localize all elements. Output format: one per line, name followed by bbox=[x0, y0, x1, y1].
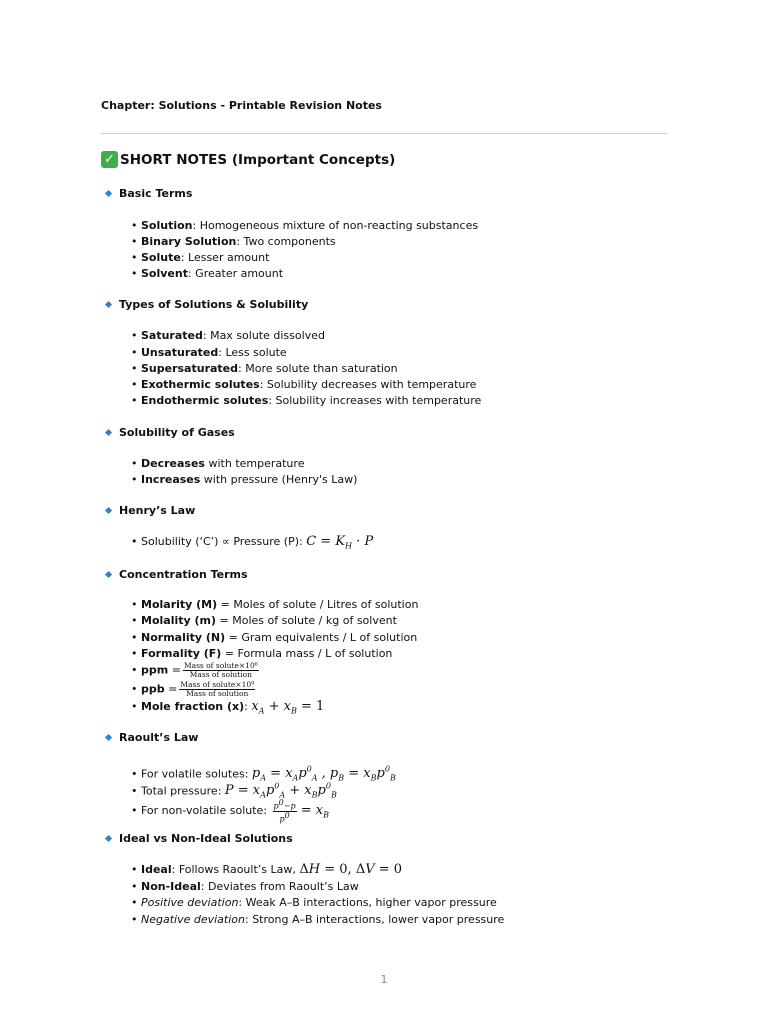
blue-diamond-icon bbox=[105, 507, 112, 514]
blue-diamond-icon bbox=[105, 190, 112, 197]
henry-formula: $C = K_H \cdot P$ bbox=[306, 534, 374, 551]
list-item: • Increases with pressure (Henry's Law) bbox=[131, 473, 358, 486]
section-heading: Ideal vs Non-Ideal Solutions bbox=[119, 832, 293, 845]
list-item: • ppm = $\frac{\text{Mass of solute×10⁶}}{\text{Mass of solution}}$ bbox=[131, 661, 258, 679]
list-item: • Solubility (‘C’) ∝ Pressure (P): $C = K_H \cdot P$ bbox=[131, 534, 374, 551]
list-item: • Solution: Homogeneous mixture of non-reacting substances bbox=[131, 219, 479, 232]
term: Increases bbox=[141, 473, 201, 486]
section-raoult bbox=[106, 731, 198, 744]
raoult-volatile-formula: $p_A = x_Ap^0_A$ , $p_B = x_Bp^0_B$ bbox=[251, 765, 396, 783]
list-item: • Ideal: Follows Raoult’s Law, ΔH = 0, ΔV = 0 bbox=[131, 862, 403, 877]
list-item: • For volatile solutes: $p_A = x_Ap^0_A$ , $p_B = x_Bp^0_B$ bbox=[131, 765, 396, 783]
section-heading: Concentration Terms bbox=[119, 568, 248, 581]
list-item: • Endothermic solutes: Solubility increases with temperature bbox=[131, 394, 482, 407]
main-heading-text: SHORT NOTES (Important Concepts) bbox=[120, 151, 396, 168]
raoult-total-formula: $P = x_Ap^0_A + x_Bp^0_B$ bbox=[224, 782, 337, 800]
section-heading: Solubility of Gases bbox=[119, 426, 235, 439]
list-item: • Total pressure: $P = x_Ap^0_A + x_Bp^0_B$ bbox=[131, 782, 337, 800]
page-number: 1 bbox=[380, 973, 388, 986]
ppm-fraction: $\frac{\text{Mass of solute×10⁶}}{\text{Mass of solution}}$ bbox=[183, 661, 258, 679]
main-heading bbox=[101, 151, 395, 168]
term-desc: : Homogeneous mixture of non-reacting substances bbox=[192, 219, 479, 232]
term-desc: with temperature bbox=[204, 457, 305, 470]
term-desc: : Deviates from Raoult’s Law bbox=[200, 880, 359, 893]
term: Ideal bbox=[141, 863, 172, 876]
section-ideal bbox=[106, 832, 293, 845]
document-title: Chapter: Solutions - Printable Revision Notes bbox=[101, 99, 382, 112]
term: Solvent bbox=[141, 267, 188, 280]
term-desc: : Lesser amount bbox=[180, 251, 270, 264]
list-item: • ppb = $\frac{\text{Mass of solute×10⁹}}{\text{Mass of solution}}$ bbox=[131, 680, 255, 698]
list-item: • Binary Solution: Two components bbox=[131, 235, 336, 248]
list-item: • Negative deviation: Strong A–B interactions, lower vapor pressure bbox=[131, 913, 505, 926]
section-henry bbox=[106, 504, 195, 517]
raoult-nonvolatile-fraction: $\frac{p^0-p}{p^0}$ bbox=[273, 798, 296, 824]
term: Formality (F) bbox=[141, 647, 222, 660]
check-mark-icon: ✓ bbox=[101, 151, 118, 168]
blue-diamond-icon bbox=[105, 571, 112, 578]
term: Positive deviation bbox=[141, 896, 239, 909]
blue-diamond-icon bbox=[105, 301, 112, 308]
term-desc: : Max solute dissolved bbox=[202, 329, 325, 342]
section-heading: Types of Solutions & Solubility bbox=[119, 298, 309, 311]
term: Exothermic solutes bbox=[141, 378, 260, 391]
raoult-nonvolatile-rhs: = $x_B$ bbox=[300, 803, 329, 820]
section-basic-terms bbox=[106, 187, 192, 200]
raoult-text: For non-volatile solute: bbox=[141, 804, 271, 818]
blue-diamond-icon bbox=[105, 429, 112, 436]
term: Negative deviation bbox=[141, 913, 245, 926]
list-item: • Mole fraction (x): $x_A + x_B = 1$ bbox=[131, 699, 325, 716]
term: Molality (m) bbox=[141, 614, 217, 627]
section-heading: Henry’s Law bbox=[119, 504, 196, 517]
list-item: • Unsaturated: Less solute bbox=[131, 346, 287, 359]
section-heading: Raoult’s Law bbox=[119, 731, 199, 744]
term-desc: : Strong A–B interactions, lower vapor pressure bbox=[245, 913, 505, 926]
section-types bbox=[106, 298, 308, 311]
term-desc: : Two components bbox=[236, 235, 336, 248]
term-desc: = Gram equivalents / L of solution bbox=[225, 631, 418, 644]
henry-text: Solubility (‘C’) ∝ Pressure (P): bbox=[141, 535, 307, 548]
term: Solute bbox=[141, 251, 181, 264]
list-item: • Exothermic solutes: Solubility decreases with temperature bbox=[131, 378, 477, 391]
list-item: • Decreases with temperature bbox=[131, 457, 305, 470]
term: Unsaturated bbox=[141, 346, 219, 359]
raoult-text: Total pressure: bbox=[141, 784, 225, 798]
mole-fraction-formula: $x_A + x_B = 1$ bbox=[251, 699, 325, 716]
list-item: • Supersaturated: More solute than saturation bbox=[131, 362, 398, 375]
term: Solution bbox=[141, 219, 193, 232]
term-desc: : More solute than saturation bbox=[238, 362, 398, 375]
term-desc: = Formula mass / L of solution bbox=[221, 647, 393, 660]
term: ppm bbox=[141, 663, 169, 677]
horizontal-rule bbox=[101, 133, 667, 134]
term-desc: with pressure (Henry's Law) bbox=[200, 473, 358, 486]
list-item: • Molarity (M) = Moles of solute / Litres of solution bbox=[131, 598, 419, 611]
term: Endothermic solutes bbox=[141, 394, 269, 407]
term-desc: = Moles of solute / Litres of solution bbox=[217, 598, 419, 611]
term-desc: : Follows Raoult’s Law, bbox=[171, 863, 300, 876]
section-heading: Basic Terms bbox=[119, 187, 193, 200]
term-desc: : Weak A–B interactions, higher vapor pressure bbox=[238, 896, 497, 909]
ppb-fraction: $\frac{\text{Mass of solute×10⁹}}{\text{Mass of solution}}$ bbox=[180, 680, 255, 698]
list-item: • Normality (N) = Gram equivalents / L of solution bbox=[131, 631, 418, 644]
term-desc: = Moles of solute / kg of solvent bbox=[216, 614, 397, 627]
list-item: • For non-volatile solute: $\frac{p^0-p}{p^0}$ = $x_B$ bbox=[131, 798, 329, 824]
term: Molarity (M) bbox=[141, 598, 218, 611]
section-gases bbox=[106, 426, 235, 439]
ideal-formula: ΔH = 0, ΔV = 0 bbox=[299, 862, 403, 877]
section-concentration bbox=[106, 568, 248, 581]
list-item: • Solute: Lesser amount bbox=[131, 251, 270, 264]
term: ppb bbox=[141, 682, 165, 696]
list-item: • Non-Ideal: Deviates from Raoult’s Law bbox=[131, 880, 359, 893]
term-desc: : Greater amount bbox=[187, 267, 284, 280]
raoult-text: For volatile solutes: bbox=[141, 767, 252, 781]
term: Non-Ideal bbox=[141, 880, 201, 893]
list-item: • Formality (F) = Formula mass / L of solution bbox=[131, 647, 393, 660]
term-desc: : Solubility decreases with temperature bbox=[259, 378, 477, 391]
list-item: • Molality (m) = Moles of solute / kg of solvent bbox=[131, 614, 397, 627]
term-desc: : Solubility increases with temperature bbox=[268, 394, 482, 407]
list-item: • Solvent: Greater amount bbox=[131, 267, 284, 280]
list-item: • Saturated: Max solute dissolved bbox=[131, 329, 325, 342]
term: Decreases bbox=[141, 457, 205, 470]
list-item: • Positive deviation: Weak A–B interactions, higher vapor pressure bbox=[131, 896, 497, 909]
term: Binary Solution bbox=[141, 235, 237, 248]
term: Saturated bbox=[141, 329, 203, 342]
term: Mole fraction (x) bbox=[141, 700, 245, 713]
blue-diamond-icon bbox=[105, 734, 112, 741]
term: Supersaturated bbox=[141, 362, 239, 375]
term-desc: : Less solute bbox=[218, 346, 287, 359]
term: Normality (N) bbox=[141, 631, 226, 644]
blue-diamond-icon bbox=[105, 835, 112, 842]
